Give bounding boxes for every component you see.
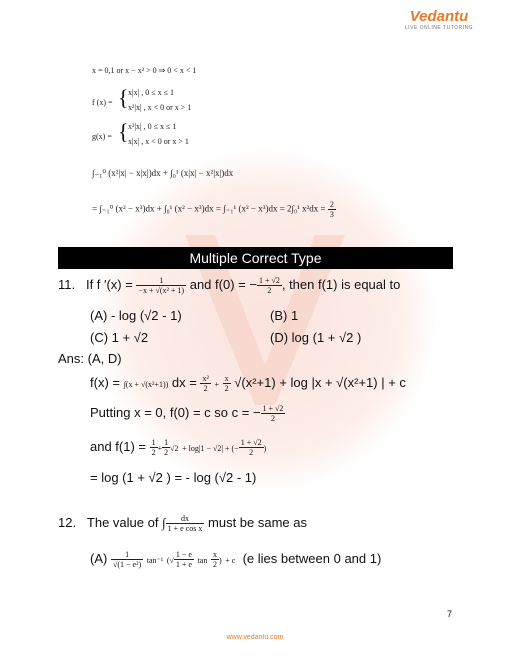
f-case-2: x²|x| , x < 0 or x > 1 [128,103,192,112]
f-brace: { [118,85,129,110]
q12-number: 12. [58,514,77,530]
q12-integrand: $\frac{dx}{\text{1 + e cos x}}$ [167,514,203,533]
q12-tail: must be same as [208,514,308,530]
q11-f0-fraction: $\frac{1 + √2}{2}$ [258,276,280,295]
g-case-2: x|x| , x < 0 or x > 1 [128,137,189,146]
q12-option-a: (A) $\frac{1}{\text{√(1 − e²)}}$ tan⁻¹ (√ $\frac{1 - e}{1 + e}$ tan $\frac{x}{2}$ ) + c (e lies between 0 and 1) [90,550,382,569]
q11-answer: Ans: (A, D) [58,351,122,366]
result-fraction: $\frac{2}{3}$ [329,200,334,219]
f1-log-term: + log|1 − √2| + (− [182,443,239,453]
q11-option-c: (C) 1 + √2 [90,330,149,345]
result-line [92,200,336,219]
q12-a-const: + c [225,555,236,565]
g-definition-lhs: g(x) = [92,132,112,141]
q12-a-inner: $\frac{1 - e}{1 + e}$ [175,550,192,569]
fx-frac-2: $\frac{x}{2}$ [224,374,229,393]
q11-f1-line [90,438,266,457]
g-case-1: x²|x| , 0 ≤ x ≤ 1 [128,122,177,131]
q12-a-coeff: $\frac{1}{\text{√(1 − e²)}}$ [112,550,142,569]
q11-lead: If f ′(x) = [85,276,133,292]
q12-lead: The value of [86,514,159,530]
fx-lhs: f(x) = [90,374,120,390]
q11-option-b: (B) 1 [270,308,299,323]
q11-putting-line [90,404,285,423]
f1-sqrt: √2 [170,443,179,453]
f1-plus: + [157,443,163,453]
q12-a-half: $\frac{x}{2}$ [212,550,217,569]
q11-tail: , then f(1) is equal to [281,276,401,292]
fx-frac-1: $\frac{\text{x²}}{2}$ [202,374,209,393]
q12-a-arctan: tan⁻¹ [146,555,164,565]
f1-frac-a: $\frac{1}{2}$ [151,438,156,457]
solution-line-1: x = 0,1 or x − x² > 0 ⇒ 0 < x < 1 [92,66,197,75]
q11-final-line: = log (1 + √2 ) = - log (√2 - 1) [90,470,257,485]
f1-frac-c: $\frac{1 + √2}{2}$ [240,438,262,457]
vedantu-logo: Vedantu LIVE ONLINE TUTORING [404,8,474,31]
integral-line: ∫₋₁⁰ (x²|x| − x|x|)dx + ∫₀¹ (x|x| − x²|x|)dx [92,168,234,178]
result-expression: = ∫₋₁⁰ (x² − x³)dx + ∫₀¹ (x² − x³)dx = ∫₋₁¹ (x² − x³)dx = 2∫₀¹ x²dx = [92,203,326,214]
q11-number: 11. [58,276,76,292]
fx-plus: + [214,379,220,389]
f1-close: ) [263,443,267,453]
f1-frac-b: $\frac{1}{2}$ [164,438,169,457]
putting-fraction: $\frac{1 + √2}{2}$ [262,404,284,423]
q11-option-a: (A) - log (√2 - 1) [90,308,182,323]
q12-a-note: (e lies between 0 and 1) [242,550,382,566]
f-case-1: x|x| , 0 ≤ x ≤ 1 [128,88,174,97]
q11-condition: and f(0) = − [189,276,257,292]
g-brace: { [118,119,129,144]
q11-fx-line [90,374,406,393]
page-number: 7 [446,609,452,619]
putting-text: Putting x = 0, f(0) = c so c = − [90,404,261,420]
fx-dx: dx = [171,374,197,390]
q11-stem [58,276,400,295]
section-banner: Multiple Correct Type [58,247,453,269]
fx-rest: √(x²+1) + log |x + √(x²+1) | + c [234,374,406,390]
q12-stem: 12. The value of ∫ $\frac{dx}{\text{1 + e cos x}}$ must be same as [58,514,308,533]
q11-derivative-fraction: $\frac{1}{\text{−x + √(x² + 1)}}$ [138,276,185,295]
q12-a-tan: tan [197,555,208,565]
fx-integral: ∫(x + √(x²+1)) [123,379,169,389]
q12-option-a-label: (A) [90,550,108,566]
footer-url[interactable]: www.vedantu.com [226,634,284,641]
f1-lhs: and f(1) = [90,438,147,454]
q11-option-d: (D) log (1 + √2 ) [270,330,362,345]
f-definition-lhs: f (x) = [92,98,113,107]
